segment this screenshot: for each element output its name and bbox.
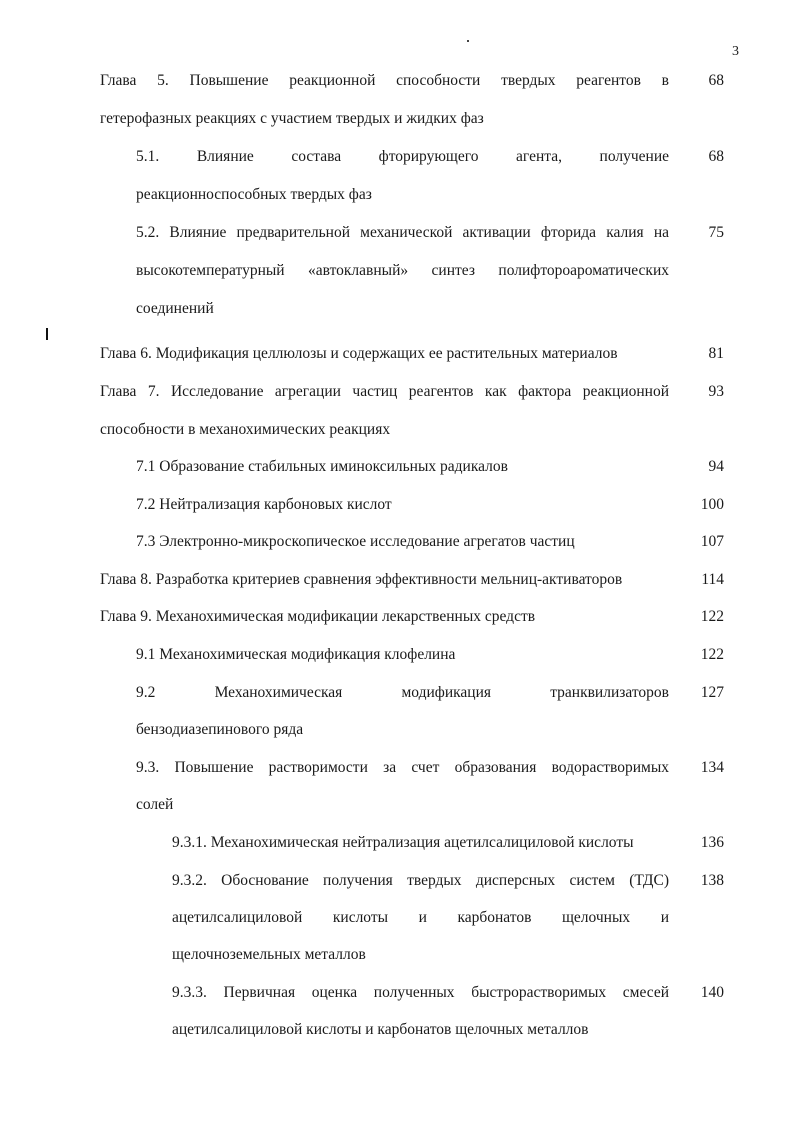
toc-entry-page-number: 114 <box>701 571 724 588</box>
toc-entry-page-number: 75 <box>708 224 724 241</box>
toc-entry-title-line: 7.1 Образование стабильных иминоксильных радикалов <box>136 458 508 475</box>
toc-entry-page-number: 107 <box>700 533 724 550</box>
toc-entry-title-line: 9.3.1. Механохимическая нейтрализация ацетилсалициловой кислоты <box>172 834 634 851</box>
toc-entry-title-line: ацетилсалициловой кислоты и карбонатов щелочных и <box>172 909 669 926</box>
toc-entry-title-line: 7.3 Электронно-микроскопическое исследование агрегатов частиц <box>136 533 575 550</box>
toc-entry-title-line: 7.2 Нейтрализация карбоновых кислот <box>136 496 392 513</box>
toc-entry-title-line: Глава 9. Механохимическая модификации лекарственных средств <box>100 608 536 625</box>
toc-entry-page-number: 140 <box>700 984 724 1001</box>
toc-entry-page-number: 68 <box>708 148 724 165</box>
toc-entry-page-number: 122 <box>700 646 724 663</box>
toc-entry-title-line: реакционноспособных твердых фаз <box>136 186 372 203</box>
toc-entry-page-number: 136 <box>700 834 724 851</box>
toc-entry-title-line: 9.1 Механохимическая модификация клофелина <box>136 646 456 663</box>
margin-mark <box>46 328 48 340</box>
toc-entry-page-number: 134 <box>700 759 724 776</box>
toc-entry-title-line: гетерофазных реакциях с участием твердых и жидких фаз <box>100 110 484 127</box>
toc-entry-title-line: щелочноземельных металлов <box>172 946 366 963</box>
toc-entry-page-number: 127 <box>700 684 724 701</box>
toc-entry-title-line: соединений <box>136 300 214 317</box>
toc-entry-page-number: 138 <box>700 872 724 889</box>
toc-entry-page-number: 93 <box>708 383 724 400</box>
toc-entry-title-line: 9.3.3. Первичная оценка полученных быстрорастворимых смесей <box>172 984 669 1001</box>
toc-entry-page-number: 122 <box>700 608 724 625</box>
toc-entry-title-line: Глава 6. Модификация целлюлозы и содержащих ее растительных материалов <box>100 345 618 362</box>
toc-entry-title-line: Глава 8. Разработка критериев сравнения эффективности мельниц-активаторов <box>100 571 623 588</box>
toc-entry-title-line: ацетилсалициловой кислоты и карбонатов щелочных металлов <box>172 1021 589 1038</box>
toc-entry-title-line: бензодиазепинового ряда <box>136 721 304 738</box>
toc-entry-title-line: 9.2 Механохимическая модификация транквилизаторов <box>136 684 669 701</box>
toc-entry-title-line: 9.3.2. Обоснование получения твердых дисперсных систем (ТДС) <box>172 872 669 889</box>
toc-entry-page-number: 100 <box>700 496 724 513</box>
toc-entry-title-line: Глава 5. Повышение реакционной способности твердых реагентов в <box>100 72 669 89</box>
toc-entry-page-number: 68 <box>708 72 724 89</box>
toc-entry-page-number: 81 <box>708 345 724 362</box>
toc-entry-title-line: Глава 7. Исследование агрегации частиц реагентов как фактора реакционной <box>100 383 669 400</box>
page-number: 3 <box>732 44 739 59</box>
toc-entry-title-line: 9.3. Повышение растворимости за счет образования водорастворимых <box>136 759 669 776</box>
toc-entry-title-line: 5.2. Влияние предварительной механической активации фторида калия на <box>136 224 669 241</box>
scan-speck <box>467 40 469 42</box>
toc-entry-page-number: 94 <box>708 458 724 475</box>
toc-entry-title-line: солей <box>136 796 174 813</box>
toc-entry-title-line: высокотемпературный «автоклавный» синтез полифтороароматических <box>136 262 669 279</box>
toc-entry-title-line: способности в механохимических реакциях <box>100 421 391 438</box>
toc-entry-title-line: 5.1. Влияние состава фторирующего агента, получение <box>136 148 669 165</box>
